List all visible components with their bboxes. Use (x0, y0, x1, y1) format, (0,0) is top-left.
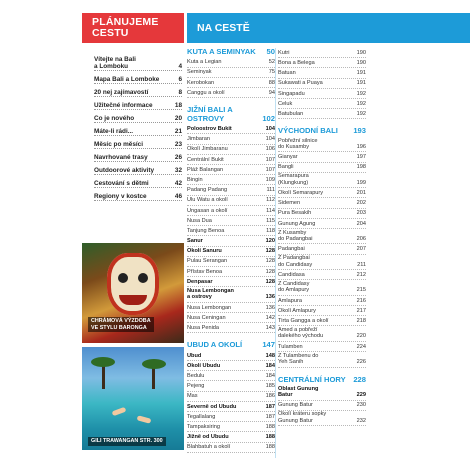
toc-entry (278, 152, 366, 162)
toc-entry-title: Kerobokan (187, 79, 215, 86)
toc-entry-page: 190 (356, 49, 366, 56)
toc-entry-page: 114 (266, 207, 275, 214)
toc-divider (94, 200, 182, 201)
toc-entry-page: 23 (174, 141, 182, 148)
toc-entry-line: Cestování s dětmi (94, 180, 149, 187)
toc-entry-title: Centrální Bukit (187, 156, 224, 163)
toc-entry (187, 185, 275, 195)
toc-entry (278, 255, 366, 271)
toc-entry-page: 196 (356, 143, 366, 150)
toc-entry (187, 277, 275, 287)
toc-entry (187, 155, 275, 165)
planning-toc (82, 53, 184, 201)
toc-entry-title: Kutri (278, 49, 290, 56)
toc-entry-title (94, 102, 153, 109)
toc-entry (82, 175, 184, 187)
toc-entry-page: 88 (268, 79, 275, 86)
toc-entry-title (94, 56, 136, 70)
toc-entry (278, 89, 366, 99)
toc-entry (278, 68, 366, 78)
section-page: 50 (266, 47, 275, 56)
toc-entry-page: 128 (265, 278, 275, 285)
toc-entry-title: Sukawati a Puaya (278, 80, 323, 87)
toc-entry-page: 207 (356, 246, 366, 253)
toc-entry (82, 188, 184, 200)
toc-entry (187, 78, 275, 88)
toc-entry (278, 137, 366, 153)
toc-entry (278, 163, 366, 173)
toc-entry-title: Nusa Penida (187, 324, 220, 331)
toc-entry-page: 186 (265, 393, 275, 400)
toc-entry (278, 385, 366, 401)
toc-entry-title: Nusa Ceningan (187, 314, 226, 321)
toc-entry (187, 361, 275, 371)
toc-entry-line: a Lomboku (94, 63, 129, 70)
toc-entry-line: do Kusamby (278, 143, 310, 150)
toc-entry-title (94, 193, 147, 200)
toc-entry (278, 209, 366, 219)
toc-entry-title: Tulamben (278, 343, 303, 350)
toc-entry (82, 136, 184, 148)
toc-entry-page: 107 (265, 166, 275, 173)
section-page: 228 (353, 374, 366, 384)
section-page: 193 (353, 126, 366, 136)
toc-entry (187, 58, 275, 68)
toc-entry-page: 192 (356, 110, 366, 117)
toc-entry-title (278, 230, 313, 244)
toc-entry-line: Mapa Bali a Lomboke (94, 76, 160, 83)
section-title: VÝCHODNÍ BALI (278, 126, 338, 136)
toc-entry (187, 134, 275, 144)
toc-entry-page: 111 (266, 187, 275, 194)
toc-entry-title (94, 128, 133, 135)
section-heading (187, 341, 275, 351)
toc-entry-line: 20 nej zajímavostí (94, 89, 149, 96)
toc-entry-title: Okolí Semarapury (278, 189, 324, 196)
toc-entry (187, 165, 275, 175)
toc-entry (82, 97, 184, 109)
toc-entry (187, 422, 275, 432)
toc-entry (278, 270, 366, 280)
toc-entry-page: 192 (356, 100, 366, 107)
toc-entry-page: 6 (178, 76, 182, 83)
toc-entry (187, 88, 275, 98)
toc-entry-title: Pura Besakih (278, 210, 312, 217)
toc-entry-line: dalekého východu (278, 333, 324, 340)
toc-entry-title: Seminyak (187, 69, 212, 76)
section-title: UBUD A OKOLÍ (187, 340, 243, 350)
toc-entry-title: Celuk (278, 100, 293, 107)
toc-entry-line: do Candidasy (278, 261, 313, 268)
toc-entry-page: 136 (265, 294, 275, 301)
toc-entry-line: Nusa Lembongan (187, 287, 234, 294)
toc-entry-title (94, 115, 134, 122)
on-the-road-header: NA CESTĚ (187, 13, 470, 43)
toc-entry-page: 187 (265, 403, 275, 410)
toc-entry (278, 411, 366, 427)
toc-entry-page: 199 (356, 179, 366, 186)
toc-entry-line: Batur (278, 392, 293, 399)
toc-entry (187, 68, 275, 78)
toc-entry-page: 136 (265, 304, 275, 311)
toc-entry (278, 48, 366, 58)
toc-entry-title: Batuan (278, 70, 296, 77)
toc-entry-title: Okolí Sanuru (187, 248, 222, 255)
toc-entry-title: Sidemen (278, 200, 301, 207)
toc-entry-line: Semarapura (278, 173, 309, 180)
gili-caption: GILI TRAWANGAN STR. 300 (88, 437, 166, 446)
toc-entry-title: Přístav Benoa (187, 268, 223, 275)
toc-entry (278, 296, 366, 306)
toc-entry-line: Co je nového (94, 115, 135, 122)
section-heading (187, 106, 275, 124)
toc-entry-title: Pejeng (187, 383, 205, 390)
toc-entry (187, 267, 275, 277)
left-column (82, 13, 184, 201)
toc-entry-line: Z Tulambenu do (278, 352, 319, 359)
toc-entry-page: 128 (265, 268, 275, 275)
toc-entry (187, 216, 275, 226)
toc-entry-page: 226 (356, 359, 366, 366)
toc-entry-title: Sanur (187, 238, 203, 245)
toc-entry-title (94, 141, 143, 148)
barong-caption: CHRÁMOVÁ VÝZDOBA VE STYLU BARONGA (88, 317, 154, 332)
toc-entry (82, 162, 184, 174)
toc-entry-title (278, 173, 309, 187)
toc-entry-page: 191 (356, 80, 366, 87)
toc-entry-title: Nusa Dua (187, 217, 212, 224)
toc-entry-page: 184 (265, 362, 275, 369)
toc-entry-title (94, 154, 148, 161)
toc-entry-page: 128 (265, 258, 275, 265)
toc-entry (187, 323, 275, 333)
toc-entry (82, 123, 184, 135)
toc-entry-title (278, 327, 323, 341)
toc-entry-line: Vítejte na Bali (94, 56, 136, 63)
toc-entry (278, 326, 366, 342)
toc-entry-title: Candidasa (278, 271, 305, 278)
toc-entry-title (94, 180, 149, 187)
toc-entry-page: 128 (265, 248, 275, 255)
section-title: KUTA A SEMINYAK (187, 47, 256, 56)
toc-entry-title: Ubud (187, 352, 202, 359)
toc-entry-title: Bona a Belega (278, 59, 315, 66)
toc-entry-page: 203 (356, 210, 366, 217)
toc-entry-line: Z Candidasy (278, 281, 310, 287)
toc-entry-page: 232 (356, 417, 366, 424)
toc-entry (187, 236, 275, 246)
toc-entry-title: Bangli (278, 164, 294, 171)
toc-entry (82, 71, 184, 83)
toc-entry-title (94, 167, 154, 174)
section-title: JIŽNÍ BALI A OSTROVY (187, 105, 233, 123)
toc-entry-title: Bedulu (187, 372, 205, 379)
toc-entry-line: Okolí kráteru sopky (278, 411, 327, 418)
toc-entry-title (94, 76, 159, 83)
toc-entry-title (278, 353, 318, 367)
toc-entry (187, 287, 275, 303)
toc-entry-page: 112 (266, 197, 275, 204)
toc-entry-line: a ostrovy (187, 294, 212, 301)
toc-entry (187, 313, 275, 323)
toc-entry-page: 142 (265, 314, 275, 321)
toc-entry-title: Severně od Ubudu (187, 403, 237, 410)
toc-entry-page: 188 (265, 423, 275, 430)
toc-entry (278, 229, 366, 245)
toc-entry (82, 149, 184, 161)
toc-entry-title: Singapadu (278, 90, 305, 97)
toc-entry-page: 109 (265, 176, 275, 183)
toc-entry (278, 79, 366, 89)
toc-entry-title: Tirta Gangga a okolí (278, 317, 329, 324)
toc-entry-page: 224 (356, 343, 366, 350)
toc-entry-title: Tanjung Benoa (187, 227, 225, 234)
section-title: CENTRÁLNÍ HORY (278, 374, 346, 384)
toc-entry (82, 110, 184, 122)
toc-entry-page: 143 (265, 324, 275, 331)
toc-entry-line: Yeh Sanih (278, 359, 304, 366)
toc-entry-title: Poloostrov Bukit (187, 126, 232, 133)
toc-entry-page: 94 (268, 89, 275, 96)
toc-entry-line: Pobřežní silnice (278, 137, 318, 144)
toc-entry-page: 211 (357, 261, 366, 268)
toc-entry-title: Pulau Serangan (187, 258, 228, 265)
toc-entry-page: 115 (266, 217, 275, 224)
toc-entry-title: Denpasar (187, 278, 213, 285)
toc-entry-page: 218 (356, 317, 366, 324)
toc-entry-page: 188 (265, 434, 275, 441)
section-page: 147 (262, 340, 275, 350)
toc-entry-line: Měsíc po měsíci (94, 141, 144, 148)
toc-entry (278, 58, 366, 68)
toc-entry-page: 197 (356, 154, 366, 161)
toc-entry-title: Jimbaran (187, 136, 211, 143)
toc-entry-page: 104 (265, 126, 275, 133)
toc-entry-title: Amlapura (278, 297, 302, 304)
toc-entry-title: Tampaksiring (187, 423, 220, 430)
toc-entry (278, 198, 366, 208)
toc-entry (82, 53, 184, 70)
toc-entry (187, 145, 275, 155)
toc-entry-page: 21 (174, 128, 182, 135)
section-page: 102 (262, 113, 275, 123)
toc-entry-line: do Amlapury (278, 287, 310, 294)
toc-entry-title: Tegallalang (187, 413, 216, 420)
toc-entry-line: Navrhované trasy (94, 154, 148, 161)
toc-entry (187, 124, 275, 134)
toc-entry-line: Užitečné informace (94, 102, 153, 109)
toc-entry-page: 206 (356, 236, 366, 243)
toc-entry-title: Bingin (187, 176, 203, 183)
toc-entry-title: Padangbai (278, 246, 305, 253)
toc-entry-title: Gunung Batur (278, 402, 313, 409)
toc-entry-page: 188 (265, 444, 275, 451)
toc-entry-page: 46 (174, 193, 182, 200)
toc-entry (187, 196, 275, 206)
toc-entry (187, 175, 275, 185)
toc-entry-line: Outdoorové aktivity (94, 167, 155, 174)
toc-entry (187, 371, 275, 381)
toc-entry-page: 198 (356, 164, 366, 171)
toc-entry-page: 8 (178, 89, 182, 96)
toc-entry-title (278, 255, 312, 269)
toc-entry-page: 32 (174, 167, 182, 174)
toc-entry (187, 226, 275, 236)
toc-entry-title: Batubulan (278, 110, 304, 117)
toc-entry (278, 219, 366, 229)
toc-entry (187, 392, 275, 402)
toc-entry-title (94, 89, 148, 96)
section-heading (278, 376, 366, 386)
toc-entry (278, 316, 366, 326)
column-divider (275, 48, 276, 458)
toc-entry-page: 201 (356, 189, 366, 196)
toc-entry (187, 381, 275, 391)
toc-entry-title: Canggu a okolí (187, 89, 225, 96)
toc-entry-line: do Padangbai (278, 236, 313, 243)
toc-entry-title (278, 138, 318, 152)
toc-entry-page: 215 (356, 287, 366, 294)
toc-entry-page: 229 (356, 392, 366, 399)
toc-entry-page: 26 (174, 154, 182, 161)
toc-entry-line: Máte-li rádi... (94, 128, 134, 135)
toc-entry-title: Nusa Lembongan (187, 304, 232, 311)
section-heading (278, 127, 366, 137)
toc-entry-title: Gunung Agung (278, 220, 316, 227)
toc-entry-page: 191 (356, 70, 366, 77)
toc-column-right (278, 48, 366, 426)
toc-entry (187, 402, 275, 412)
toc-entry-line: Amed a pobřeží (278, 327, 318, 334)
toc-entry-line: Gunung Batur (278, 417, 313, 424)
toc-entry-page: 217 (356, 307, 366, 314)
toc-entry (187, 247, 275, 257)
toc-entry-title: Okolí Ubudu (187, 362, 221, 369)
toc-entry-title: Ungasan a okolí (187, 207, 228, 214)
toc-entry-page: 104 (265, 136, 275, 143)
toc-entry-title: Kuta a Legian (187, 59, 222, 66)
toc-entry-page: 202 (356, 200, 366, 207)
toc-entry-page: 42 (174, 180, 182, 187)
toc-entry-page: 204 (356, 220, 366, 227)
toc-entry-page: 120 (265, 238, 275, 245)
toc-entry-title: Gianyar (278, 154, 298, 161)
toc-entry-page: 220 (356, 333, 366, 340)
toc-entry-title: Blahbatuh a okolí (187, 444, 231, 451)
toc-entry-page: 18 (174, 102, 182, 109)
toc-entry-title: Okolí Amlapury (278, 307, 316, 314)
section-heading (187, 48, 275, 58)
toc-entry-page: 184 (265, 372, 275, 379)
toc-entry-line: Z Kusamby (278, 229, 307, 236)
toc-entry (278, 352, 366, 368)
toc-entry (278, 342, 366, 352)
toc-entry (187, 206, 275, 216)
toc-column-middle (187, 48, 275, 453)
toc-entry (187, 351, 275, 361)
barong-photo (82, 243, 184, 343)
toc-entry (187, 432, 275, 442)
toc-entry-page: 52 (268, 59, 275, 66)
gili-photo (82, 347, 184, 450)
toc-entry (278, 188, 366, 198)
toc-entry (187, 443, 275, 453)
toc-entry-title (278, 386, 318, 400)
toc-entry-page: 190 (356, 59, 366, 66)
toc-entry-title: Jižně od Ubudu (187, 434, 229, 441)
toc-entry (278, 109, 366, 119)
toc-entry-title (278, 281, 309, 295)
toc-entry-title (187, 288, 234, 302)
toc-entry (187, 412, 275, 422)
toc-entry (278, 173, 366, 189)
toc-entry-page: 118 (266, 227, 275, 234)
toc-entry (278, 99, 366, 109)
planning-header: PLÁNUJEME CESTU (82, 13, 184, 43)
toc-entry-page: 20 (174, 115, 182, 122)
toc-entry (278, 306, 366, 316)
toc-entry-page: 230 (356, 402, 366, 409)
toc-entry-page: 107 (265, 156, 275, 163)
toc-entry-title: Ulu Watu a okolí (187, 197, 228, 204)
toc-entry-title: Padang Padang (187, 187, 228, 194)
toc-entry-page: 212 (356, 271, 366, 278)
toc-entry-line: Z Padangbai (278, 255, 310, 262)
toc-entry-line: Oblast Gunung (278, 385, 319, 392)
toc-entry-page: 106 (265, 146, 275, 153)
toc-entry-page: 4 (178, 63, 182, 70)
toc-entry (187, 303, 275, 313)
toc-entry-title (278, 411, 326, 425)
toc-entry-page: 75 (268, 69, 275, 76)
toc-entry-page: 216 (356, 297, 366, 304)
toc-entry-page: 187 (265, 413, 275, 420)
toc-entry (187, 257, 275, 267)
toc-entry-line: (Klungkung) (278, 179, 309, 186)
toc-entry (278, 280, 366, 296)
toc-entry-line: Regiony v kostce (94, 193, 147, 200)
toc-entry-page: 185 (265, 383, 275, 390)
toc-entry-title: Mas (187, 393, 198, 400)
toc-entry-title: Pláž Balangan (187, 166, 224, 173)
toc-entry-page: 192 (356, 90, 366, 97)
barong-mask-image (107, 253, 159, 315)
toc-entry (82, 84, 184, 96)
toc-entry-title: Okolí Jimbaranu (187, 146, 228, 153)
toc-entry (278, 401, 366, 411)
toc-entry (278, 244, 366, 254)
toc-entry-page: 148 (265, 352, 275, 359)
